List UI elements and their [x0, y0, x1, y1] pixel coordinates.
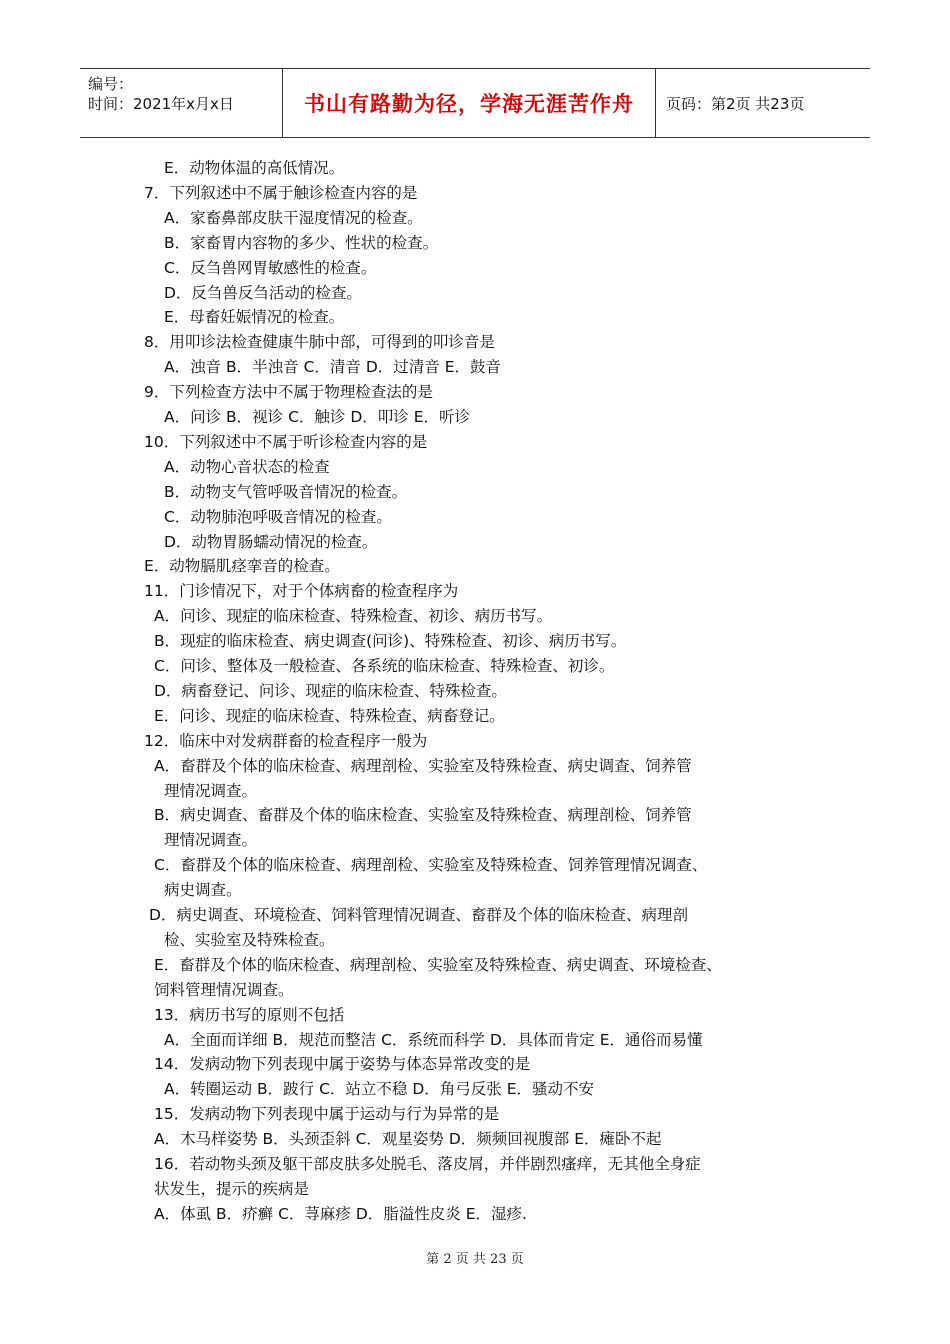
text-line: E．问诊、现症的临床检查、特殊检查、病畜登记。 — [154, 707, 505, 725]
text-line: C．动物肺泡呼吸音情况的检查。 — [164, 508, 392, 526]
text-line: A．问诊、现症的临床检查、特殊检查、初诊、病历书写。 — [154, 607, 553, 625]
text-line: A．全面而详细 B．规范而整洁 C．系统而科学 D．具体而肯定 E．通俗而易懂 — [164, 1031, 703, 1049]
text-line: 16．若动物头颈及躯干部皮肤多处脱毛、落皮屑，并伴剧烈瘙痒，无其他全身症 — [154, 1155, 701, 1173]
text-line: B．家畜胃内容物的多少、性状的检查。 — [164, 234, 439, 252]
header-center-cell — [282, 69, 656, 137]
text-line: E．动物体温的高低情况。 — [164, 159, 345, 177]
text-line: 理情况调查。 — [164, 831, 258, 849]
text-line: 病史调查。 — [164, 881, 242, 899]
text-line: 7．下列叙述中不属于触诊检查内容的是 — [144, 184, 418, 202]
text-line: E．母畜妊娠情况的检查。 — [164, 308, 345, 326]
motto-text: 书山有路勤为径，学海无涯苦作舟 — [304, 92, 634, 116]
text-line: A．木马样姿势 B．头颈歪斜 C．观星姿势 D．频频回视腹部 E．瘫卧不起 — [154, 1130, 662, 1148]
text-line: A．动物心音状态的检查 — [164, 458, 330, 476]
text-line: E．畜群及个体的临床检查、病理剖检、实验室及特殊检查、病史调查、环境检查、 — [154, 956, 722, 974]
text-line: D．动物胃肠蠕动情况的检查。 — [164, 533, 378, 551]
text-line: B．病史调查、畜群及个体的临床检查、实验室及特殊检查、病理剖检、饲养管 — [154, 806, 692, 824]
text-line: A．转圈运动 B．跛行 C．站立不稳 D．角弓反张 E．骚动不安 — [164, 1080, 594, 1098]
text-line: 15．发病动物下列表现中属于运动与行为异常的是 — [154, 1105, 500, 1123]
text-line: 状发生，提示的疾病是 — [154, 1180, 310, 1198]
text-line: D．反刍兽反刍活动的检查。 — [164, 284, 362, 302]
text-line: A．体虱 B．疥癣 C．荨麻疹 D．脂溢性皮炎 E．湿疹. — [154, 1205, 527, 1223]
text-line: C．问诊、整体及一般检查、各系统的临床检查、特殊检查、初诊。 — [154, 657, 615, 675]
text-line: 14．发病动物下列表现中属于姿势与体态异常改变的是 — [154, 1055, 531, 1073]
text-line: B．动物支气管呼吸音情况的检查。 — [164, 483, 408, 501]
text-line: 检、实验室及特殊检查。 — [164, 931, 335, 949]
text-line: 12．临床中对发病群畜的检查程序一般为 — [144, 732, 428, 750]
text-line: D．病史调查、环境检查、饲料管理情况调查、畜群及个体的临床检查、病理剖 — [149, 906, 688, 924]
text-line: 理情况调查。 — [164, 782, 258, 800]
text-line: A．浊音 B．半浊音 C．清音 D．过清音 E．鼓音 — [164, 358, 501, 376]
text-line: A．问诊 B．视诊 C．触诊 D．叩诊 E．听诊 — [164, 408, 470, 426]
document-header — [80, 68, 870, 138]
text-line: D．病畜登记、问诊、现症的临床检查、特殊检查。 — [154, 682, 507, 700]
header-right-cell — [656, 69, 870, 137]
text-line: 11．门诊情况下，对于个体病畜的检查程序为 — [144, 582, 459, 600]
text-line: A．家畜鼻部皮肤干湿度情况的检查。 — [164, 209, 423, 227]
text-line: C．畜群及个体的临床检查、病理剖检、实验室及特殊检查、饲养管理情况调查、 — [154, 856, 708, 874]
text-line: A．畜群及个体的临床检查、病理剖检、实验室及特殊检查、病史调查、饲养管 — [154, 757, 692, 775]
text-line: 13．病历书写的原则不包括 — [154, 1006, 345, 1024]
text-line: 10．下列叙述中不属于听诊检查内容的是 — [144, 433, 428, 451]
text-line: 饲料管理情况调查。 — [154, 981, 294, 999]
text-line: B．现症的临床检查、病史调查(问诊)、特殊检查、初诊、病历书写。 — [154, 632, 627, 650]
text-line: C．反刍兽网胃敏感性的检查。 — [164, 259, 377, 277]
text-line: 9．下列检查方法中不属于物理检查法的是 — [144, 383, 433, 401]
text-line: 8．用叩诊法检查健康牛肺中部，可得到的叩诊音是 — [144, 333, 495, 351]
header-left-cell — [80, 69, 282, 137]
number-label: 编号： — [88, 75, 134, 93]
date-text: 时间：2021年x月x日 — [88, 95, 234, 113]
page-footer: 第 2 页 共 23 页 — [426, 1252, 524, 1267]
text-line: E．动物膈肌痉挛音的检查。 — [144, 557, 340, 575]
page-info: 页码：第2页 共23页 — [666, 94, 805, 113]
